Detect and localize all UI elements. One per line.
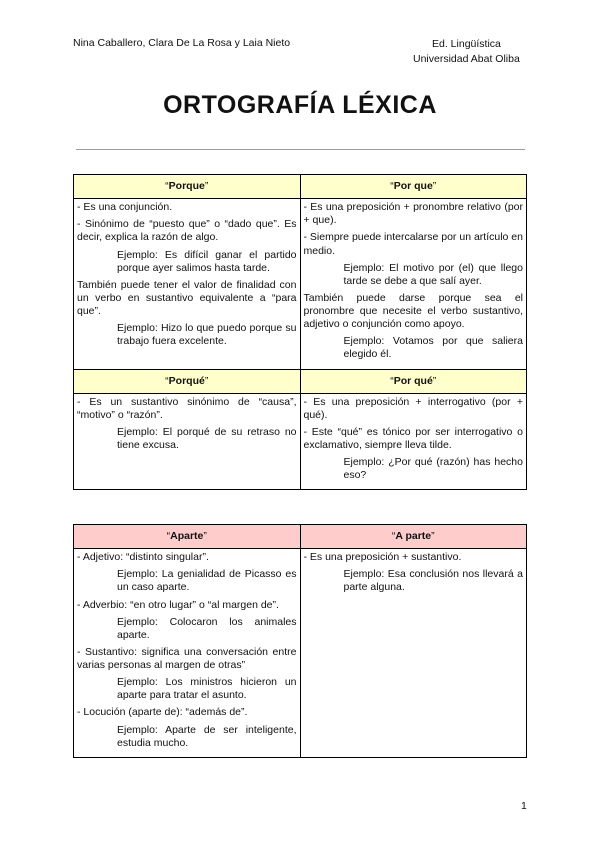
header-cell-porque-acc: “Porqué” [74,369,301,393]
example: Ejemplo: La genialidad de Picasso es un caso aparte. [117,568,297,594]
text: - Sinónimo de “puesto que” o “dado que”. Es decir, explica la razón de algo. [77,218,297,244]
table-aparte [73,524,527,758]
text: - Adjetivo: “distinto singular”. [77,551,209,564]
header-cell-aparte: “Aparte” [74,525,301,549]
example: Ejemplo: Votamos por que saliera elegido él. [343,335,523,361]
header-subject: Ed. Lingüística [432,38,501,50]
example: Ejemplo: Aparte de ser inteligente, estudia mucho. [117,723,297,749]
heading-porque-acc: Porqué [168,374,205,387]
header-cell-porque: “Porque” [74,175,301,199]
header-right [413,37,520,67]
heading-porque: Porque [168,180,205,192]
cell-por-que [300,199,527,369]
page-number: 1 [521,800,527,812]
page-title: ORTOGRAFÍA LÉXICA [163,91,437,119]
text: También puede darse porque sea el pronombre que necesite el verbo sustantivo, adjetivo o conjunción como apoyo. [303,291,523,331]
example: Ejemplo: Es difícil ganar el partido porque ayer salimos hasta tarde. [117,248,297,274]
text: - Es un sustantivo sinónimo de “causa”, “motivo” o “razón”. [77,395,297,421]
header-university: Universidad Abat Oliba [413,53,520,66]
heading-aparte: Aparte [170,530,204,542]
text: - Siempre puede intercalarse por un artículo en medio. [303,231,523,257]
cell-aparte [74,549,301,758]
text: También puede tener el valor de finalidad con un verbo en sustantivo equivalente a “para que”. [77,278,297,317]
header-cell-por-que-acc: “Por qué” [300,369,527,393]
text: - Este “qué” es tónico por ser interrogativo o exclamativo, siempre lleva tilde. [303,425,523,451]
heading-a-parte: A parte [395,530,432,542]
table-porque [73,174,527,490]
text: - Es una preposición + pronombre relativo (por + que). [303,201,523,227]
heading-por-que: Por que [393,180,433,192]
cell-porque-acc [74,393,301,490]
example: Ejemplo: El porqué de su retraso no tiene excusa. [117,425,297,451]
header-authors: Nina Caballero, Clara De La Rosa y Laia Nieto [73,37,291,49]
header-cell-a-parte: “A parte” [300,525,527,549]
example: Ejemplo: Colocaron los animales aparte. [117,615,297,641]
example: Ejemplo: ¿Por qué (razón) has hecho eso? [343,456,523,482]
example: Ejemplo: Esa conclusión nos llevará a parte alguna. [343,568,523,594]
cell-a-parte [300,549,527,758]
example: Ejemplo: El motivo por (el) que llego tarde se debe a que salí ayer. [343,261,523,287]
example: Ejemplo: Los ministros hicieron un aparte para tratar el asunto. [117,676,297,702]
text: - Locución (aparte de): “además de”. [77,706,248,719]
cell-por-que-acc [300,393,527,490]
text: - Es una preposición + sustantivo. [303,551,462,564]
header-cell-por-que: “Por que” [300,175,527,199]
cell-porque [74,199,301,369]
example: Ejemplo: Hizo lo que puedo porque su trabajo fuera excelente. [117,322,297,348]
title-divider [76,149,525,150]
text: - Adverbio: “en otro lugar” o “al margen de”. [77,598,279,611]
text: - Es una preposición + interrogativo (por + qué). [303,395,523,421]
heading-por-que-acc: Por qué [393,374,433,387]
text: - Es una conjunción. [77,201,173,214]
text: - Sustantivo: significa una conversación entre varias personas al margen de otras” [77,645,297,671]
